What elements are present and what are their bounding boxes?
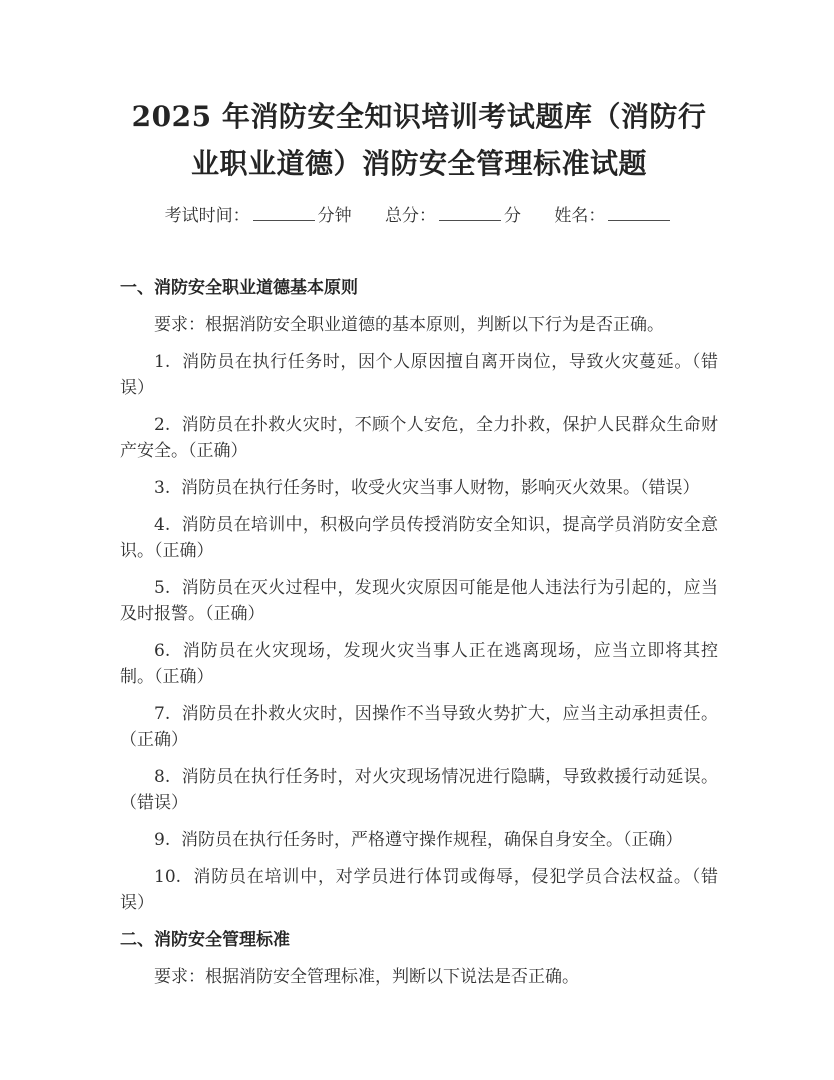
exam-duration-unit: 分钟 [317,206,352,226]
question-item-1: 1. 消防员在执行任务时，因个人原因擅自离开岗位，导致火灾蔓延。（错误） [120,352,718,398]
section-1-requirement: 要求：根据消防安全职业道德的基本原则，判断以下行为是否正确。 [154,315,664,335]
section-2-requirement: 要求：根据消防安全管理标准，判断以下说法是否正确。 [154,967,579,987]
question-item-4: 4. 消防员在培训中，积极向学员传授消防安全知识，提高学员消防安全意识。（正确） [120,515,718,561]
exam-score-unit: 分 [504,206,521,226]
exam-score-field [385,203,521,229]
question-item-5: 5. 消防员在灭火过程中，发现火灾原因可能是他人违法行为引起的，应当及时报警。（正确） [120,578,718,624]
question-item-8: 8. 消防员在执行任务时，对火灾现场情况进行隐瞒，导致救援行动延误。（错误） [120,767,718,813]
exam-duration-field [165,203,352,229]
exam-score-blank [439,205,501,221]
exam-score-label: 总分： [385,206,436,226]
exam-duration-blank [253,205,315,221]
document-title-line2: 业职业道德）消防安全管理标准试题 [190,147,647,180]
question-item-3: 3. 消防员在执行任务时，收受火灾当事人财物，影响灭火效果。（错误） [154,478,700,498]
section-2-heading: 二、消防安全管理标准 [120,930,290,950]
question-item-6: 6. 消防员在火灾现场，发现火灾当事人正在逃离现场，应当立即将其控制。（正确） [120,641,718,687]
exam-name-label: 姓名： [554,206,606,226]
exam-name-field [554,203,673,229]
document-title-line1: 2025 年消防安全知识培训考试题库（消防行 [131,100,707,133]
question-item-9: 9. 消防员在执行任务时，严格遵守操作规程，确保自身安全。（正确） [154,830,683,850]
section-1-heading: 一、消防安全职业道德基本原则 [120,278,358,298]
question-item-10: 10. 消防员在培训中，对学员进行体罚或侮辱，侵犯学员合法权益。（错误） [120,867,718,913]
document-title [120,93,718,187]
exam-meta-line [120,203,718,229]
exam-name-blank [608,205,670,221]
exam-duration-label: 考试时间： [164,206,250,226]
question-item-7: 7. 消防员在扑救火灾时，因操作不当导致火势扩大，应当主动承担责任。（正确） [120,704,718,750]
question-item-2: 2. 消防员在扑救火灾时，不顾个人安危，全力扑救，保护人民群众生命财产安全。（正确） [120,415,718,461]
